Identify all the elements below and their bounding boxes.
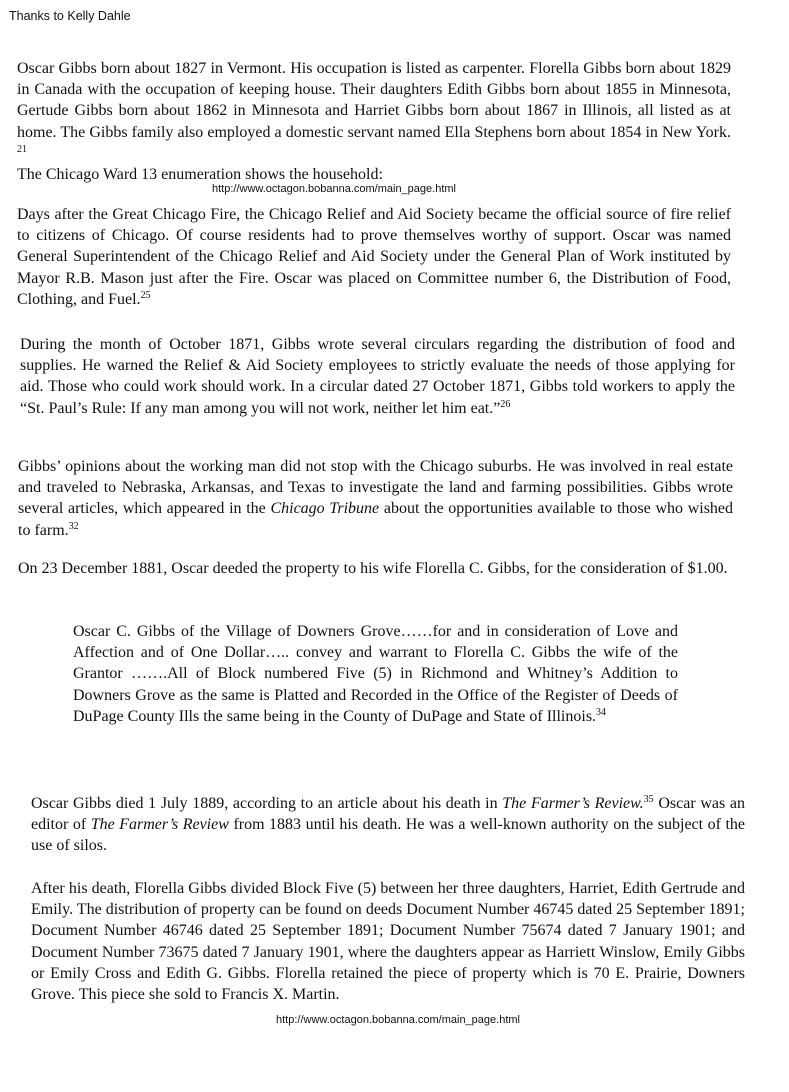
paragraph-death-text-middle: Oscar was an editor of — [31, 795, 745, 834]
paragraph-deed-text: On 23 December 1881, Oscar deeded the property to his wife Florella C. Gibbs, for the consideration of $1.00. — [18, 560, 728, 577]
publication-title: Chicago Tribune — [270, 500, 380, 518]
source-url[interactable]: http://www.octagon.bobanna.com/main_page.html — [276, 1014, 520, 1026]
paragraph-death-text: Oscar Gibbs died 1 July 1889, according to an article about his death in — [31, 795, 498, 812]
footnote-ref: 34 — [596, 706, 607, 718]
paragraph-real-estate-text-end: about the opportunities available to those who wished to farm. — [18, 500, 734, 539]
footnote-ref: 25 — [140, 289, 151, 301]
page-credit: Thanks to Kelly Dahle — [9, 9, 131, 23]
paragraph-real-estate-text: Gibbs’ opinions about the working man did not stop with the Chicago suburbs. He was involved in real estate and traveled to Nebraska, Arkansas, and Texas to investigate the land and farming possibilities. Gibbs wrote several articles, which appeared in the — [18, 458, 733, 518]
deed-quotation-text: Oscar C. Gibbs of the Village of Downers Grove……for and in consideration of Love and Affection and of One Dollar….. convey and warrant to Florella C. Gibbs the wife of the Grantor …….All of Block numbered Five (5) in Richmond and Whitney’s Addition to Downers Grove as the same is Platted and Recorded in the Office of the Register of Deeds of DuPage County Ills the same being in the County of DuPage and State of Illinois. — [73, 623, 678, 725]
paragraph-relief-society-text: Days after the Great Chicago Fire, the Chicago Relief and Aid Society became the official source of fire relief to citizens of Chicago. Of course residents had to prove themselves worthy of support. Oscar was named General Superintendent of the Chicago Relief and Aid Society under the General Plan of Work instituted by Mayor R.B. Mason just after the Fire. Oscar was placed on Committee number 6, the Distribution of Food, Clothing, and Fuel. — [17, 206, 731, 308]
paragraph-ward-enumeration: The Chicago Ward 13 enumeration shows the household: — [17, 166, 383, 184]
paragraph-relief-society — [17, 204, 731, 310]
deed-quotation — [73, 621, 678, 727]
paragraph-real-estate — [18, 456, 733, 541]
paragraph-circulars — [20, 334, 735, 419]
paragraph-deed — [18, 558, 733, 579]
paragraph-circulars-text: During the month of October 1871, Gibbs wrote several circulars regarding the distribution of food and supplies. He warned the Relief & Aid Society employees to strictly evaluate the needs of those applying for aid. Those who could work should work. In a circular dated 27 October 1871, Gibbs told workers to apply the “St. Paul’s Rule: If any man among you will not work, neither let him eat.” — [20, 336, 735, 417]
publication-title: The Farmer’s Review. — [502, 795, 644, 812]
footnote-ref: 26 — [500, 398, 511, 410]
source-url[interactable]: http://www.octagon.bobanna.com/main_page.html — [212, 183, 456, 195]
paragraph-property-division — [31, 878, 745, 1005]
publication-title: The Farmer’s Review — [90, 816, 229, 834]
paragraph-property-division-text: After his death, Florella Gibbs divided Block Five (5) between her three daughters, Harriet, Edith Gertrude and Emily. The distribution of property can be found on deeds Document Number 46745 dated 25 September 1891; Document Number 46746 dated 25 September 1891; Document Number 75674 dated 7 January 1901; and Document Number 73675 dated 7 January 1901, where the daughters appear as Harriett Winslow, Emily Gibbs or Emily Cross and Edith G. Gibbs. Florella retained the piece of property which is 70 E. Prairie, Downers Grove. This piece she sold to Francis X. Martin. — [31, 880, 745, 1004]
paragraph-death — [31, 793, 745, 857]
paragraph-death-text-end: from 1883 until his death. He was a well-known authority on the subject of the use of silos. — [31, 816, 746, 855]
paragraph-census-text: Oscar Gibbs born about 1827 in Vermont. His occupation is listed as carpenter. Florella Gibbs born about 1829 in Canada with the occupation of keeping house. Their daughters Edith Gibbs born about 1855 in Minnesota, Gertude Gibbs born about 1862 in Minnesota and Harriet Gibbs born about 1867 in Illinois, all listed as at home. The Gibbs family also employed a domestic servant named Ella Stephens born about 1854 in New York. — [17, 60, 731, 141]
footnote-ref: 21 — [17, 143, 27, 155]
paragraph-census — [17, 58, 731, 185]
footnote-ref: 32 — [68, 520, 79, 532]
footnote-ref: 35 — [643, 794, 654, 805]
